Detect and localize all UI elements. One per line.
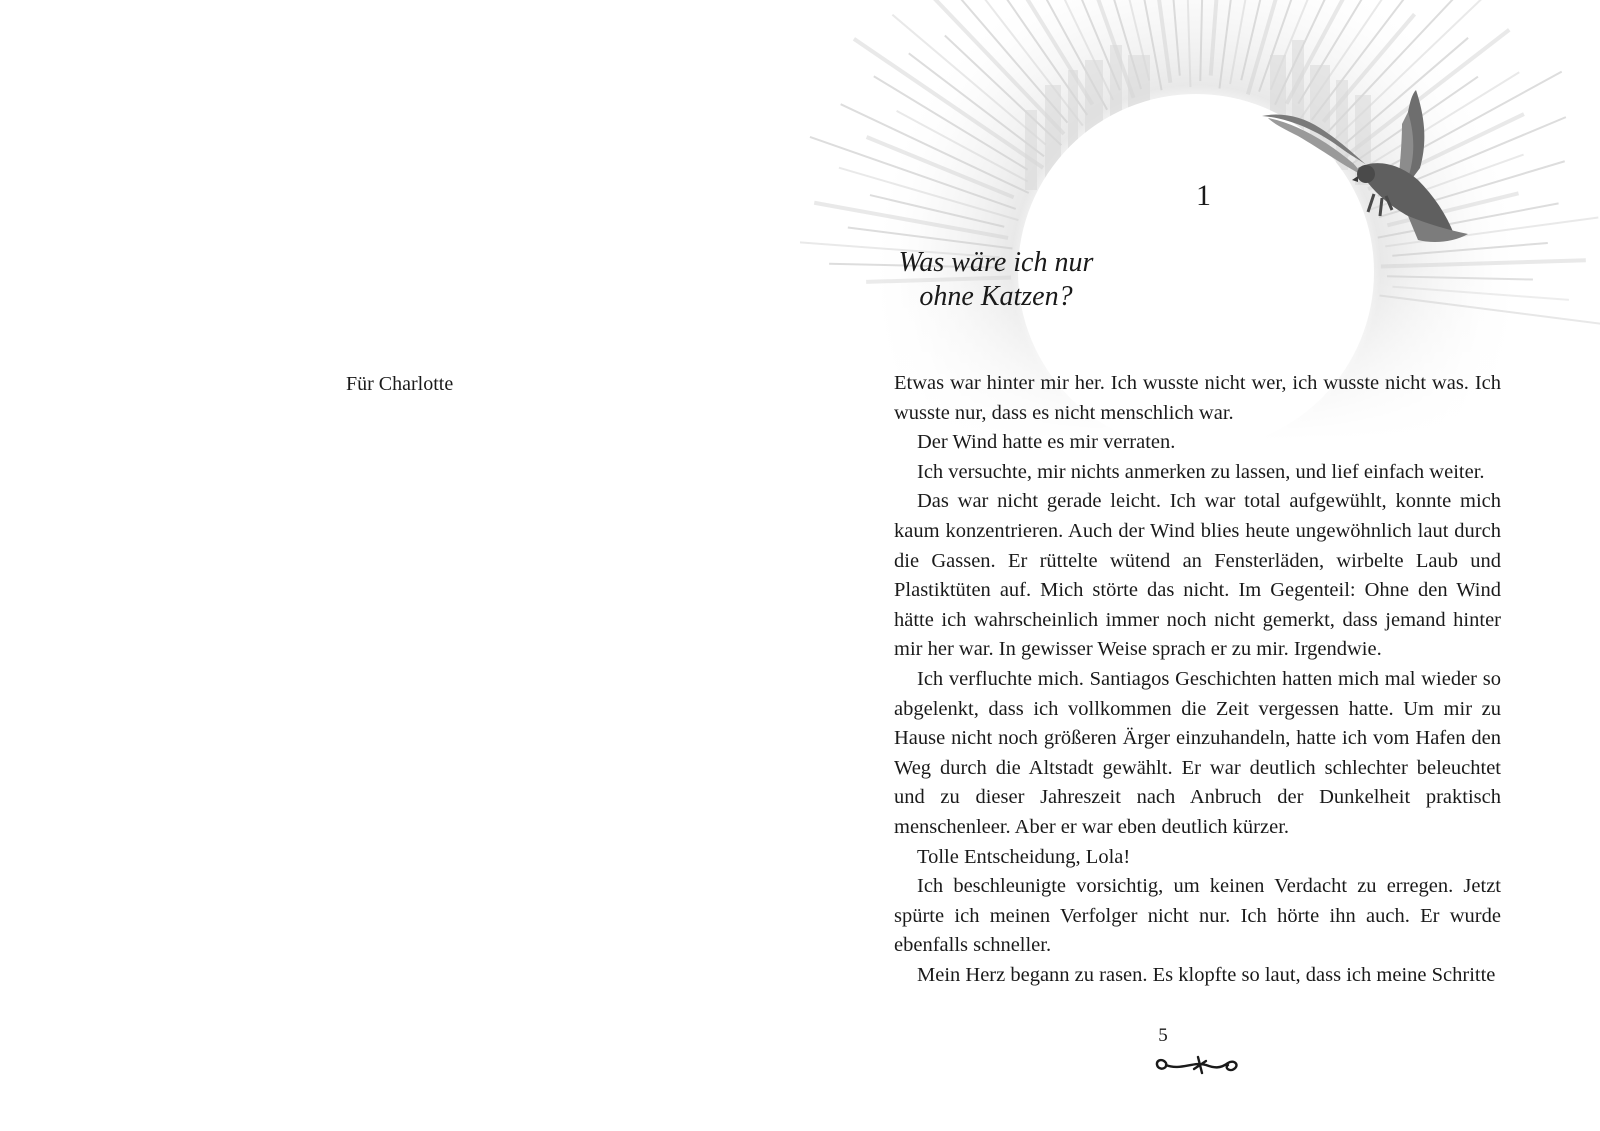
chapter-body-text — [894, 369, 1501, 990]
paragraph: Etwas war hinter mir her. Ich wusste nicht wer, ich wusste nicht was. Ich wusste nur, dass es nicht menschlich war. — [894, 372, 1501, 424]
chapter-title — [866, 246, 1126, 314]
chapter-number: 1 — [1196, 179, 1211, 212]
paragraph: Tolle Entscheidung, Lola! — [917, 845, 1131, 868]
chapter-title-line1: Was wäre ich nur — [898, 247, 1094, 278]
dedication: Für Charlotte — [346, 373, 454, 395]
paragraph: Ich versuchte, mir nichts anmerken zu lassen, und lief einfach weiter. — [917, 460, 1485, 483]
paragraph: Der Wind hatte es mir verraten. — [917, 431, 1176, 454]
paragraph: Mein Herz begann zu rasen. Es klopfte so laut, dass ich meine Schritte — [917, 963, 1496, 986]
falcon-icon — [1258, 84, 1472, 260]
paragraph: Ich verfluchte mich. Santiagos Geschichten hatten mich mal wieder so abgelenkt, dass ich vollkommen die Zeit vergessen hatte. Um mir zu Hause nicht noch größeren Ärger einzuhandeln, hatte ich vom Hafen den Weg durch die Altstadt gewählt. Er war deutlich schlechter beleuchtet und zu dieser Jahreszeit nach Anbruch der Dunkelheit praktisch menschenleer. Aber er war eben deutlich kürzer. — [894, 667, 1501, 838]
flourish-ornament-icon — [1150, 1051, 1242, 1077]
paragraph: Ich beschleunigte vorsichtig, um keinen Verdacht zu erregen. Jetzt spürte ich meinen Verfolger nicht nur. Ich hörte ihn auch. Er wurde ebenfalls schneller. — [894, 875, 1501, 957]
chapter-title-line2: ohne Katzen? — [919, 281, 1073, 312]
paragraph: Das war nicht gerade leicht. Ich war total aufgewühlt, konnte mich kaum konzentrieren. Auch der Wind blies heute ungewöhnlich laut durch die Gassen. Er rüttelte wütend an Fensterläden, wirbelte Laub und Plastiktüten auf. Mich störte das nicht. Im Gegenteil: Ohne den Wind hätte ich wahrscheinlich immer noch nicht gemerkt, dass jemand hinter mir her war. In gewisser Weise sprach er zu mir. Irgendwie. — [894, 490, 1501, 661]
page-number: 5 — [1158, 1025, 1168, 1046]
